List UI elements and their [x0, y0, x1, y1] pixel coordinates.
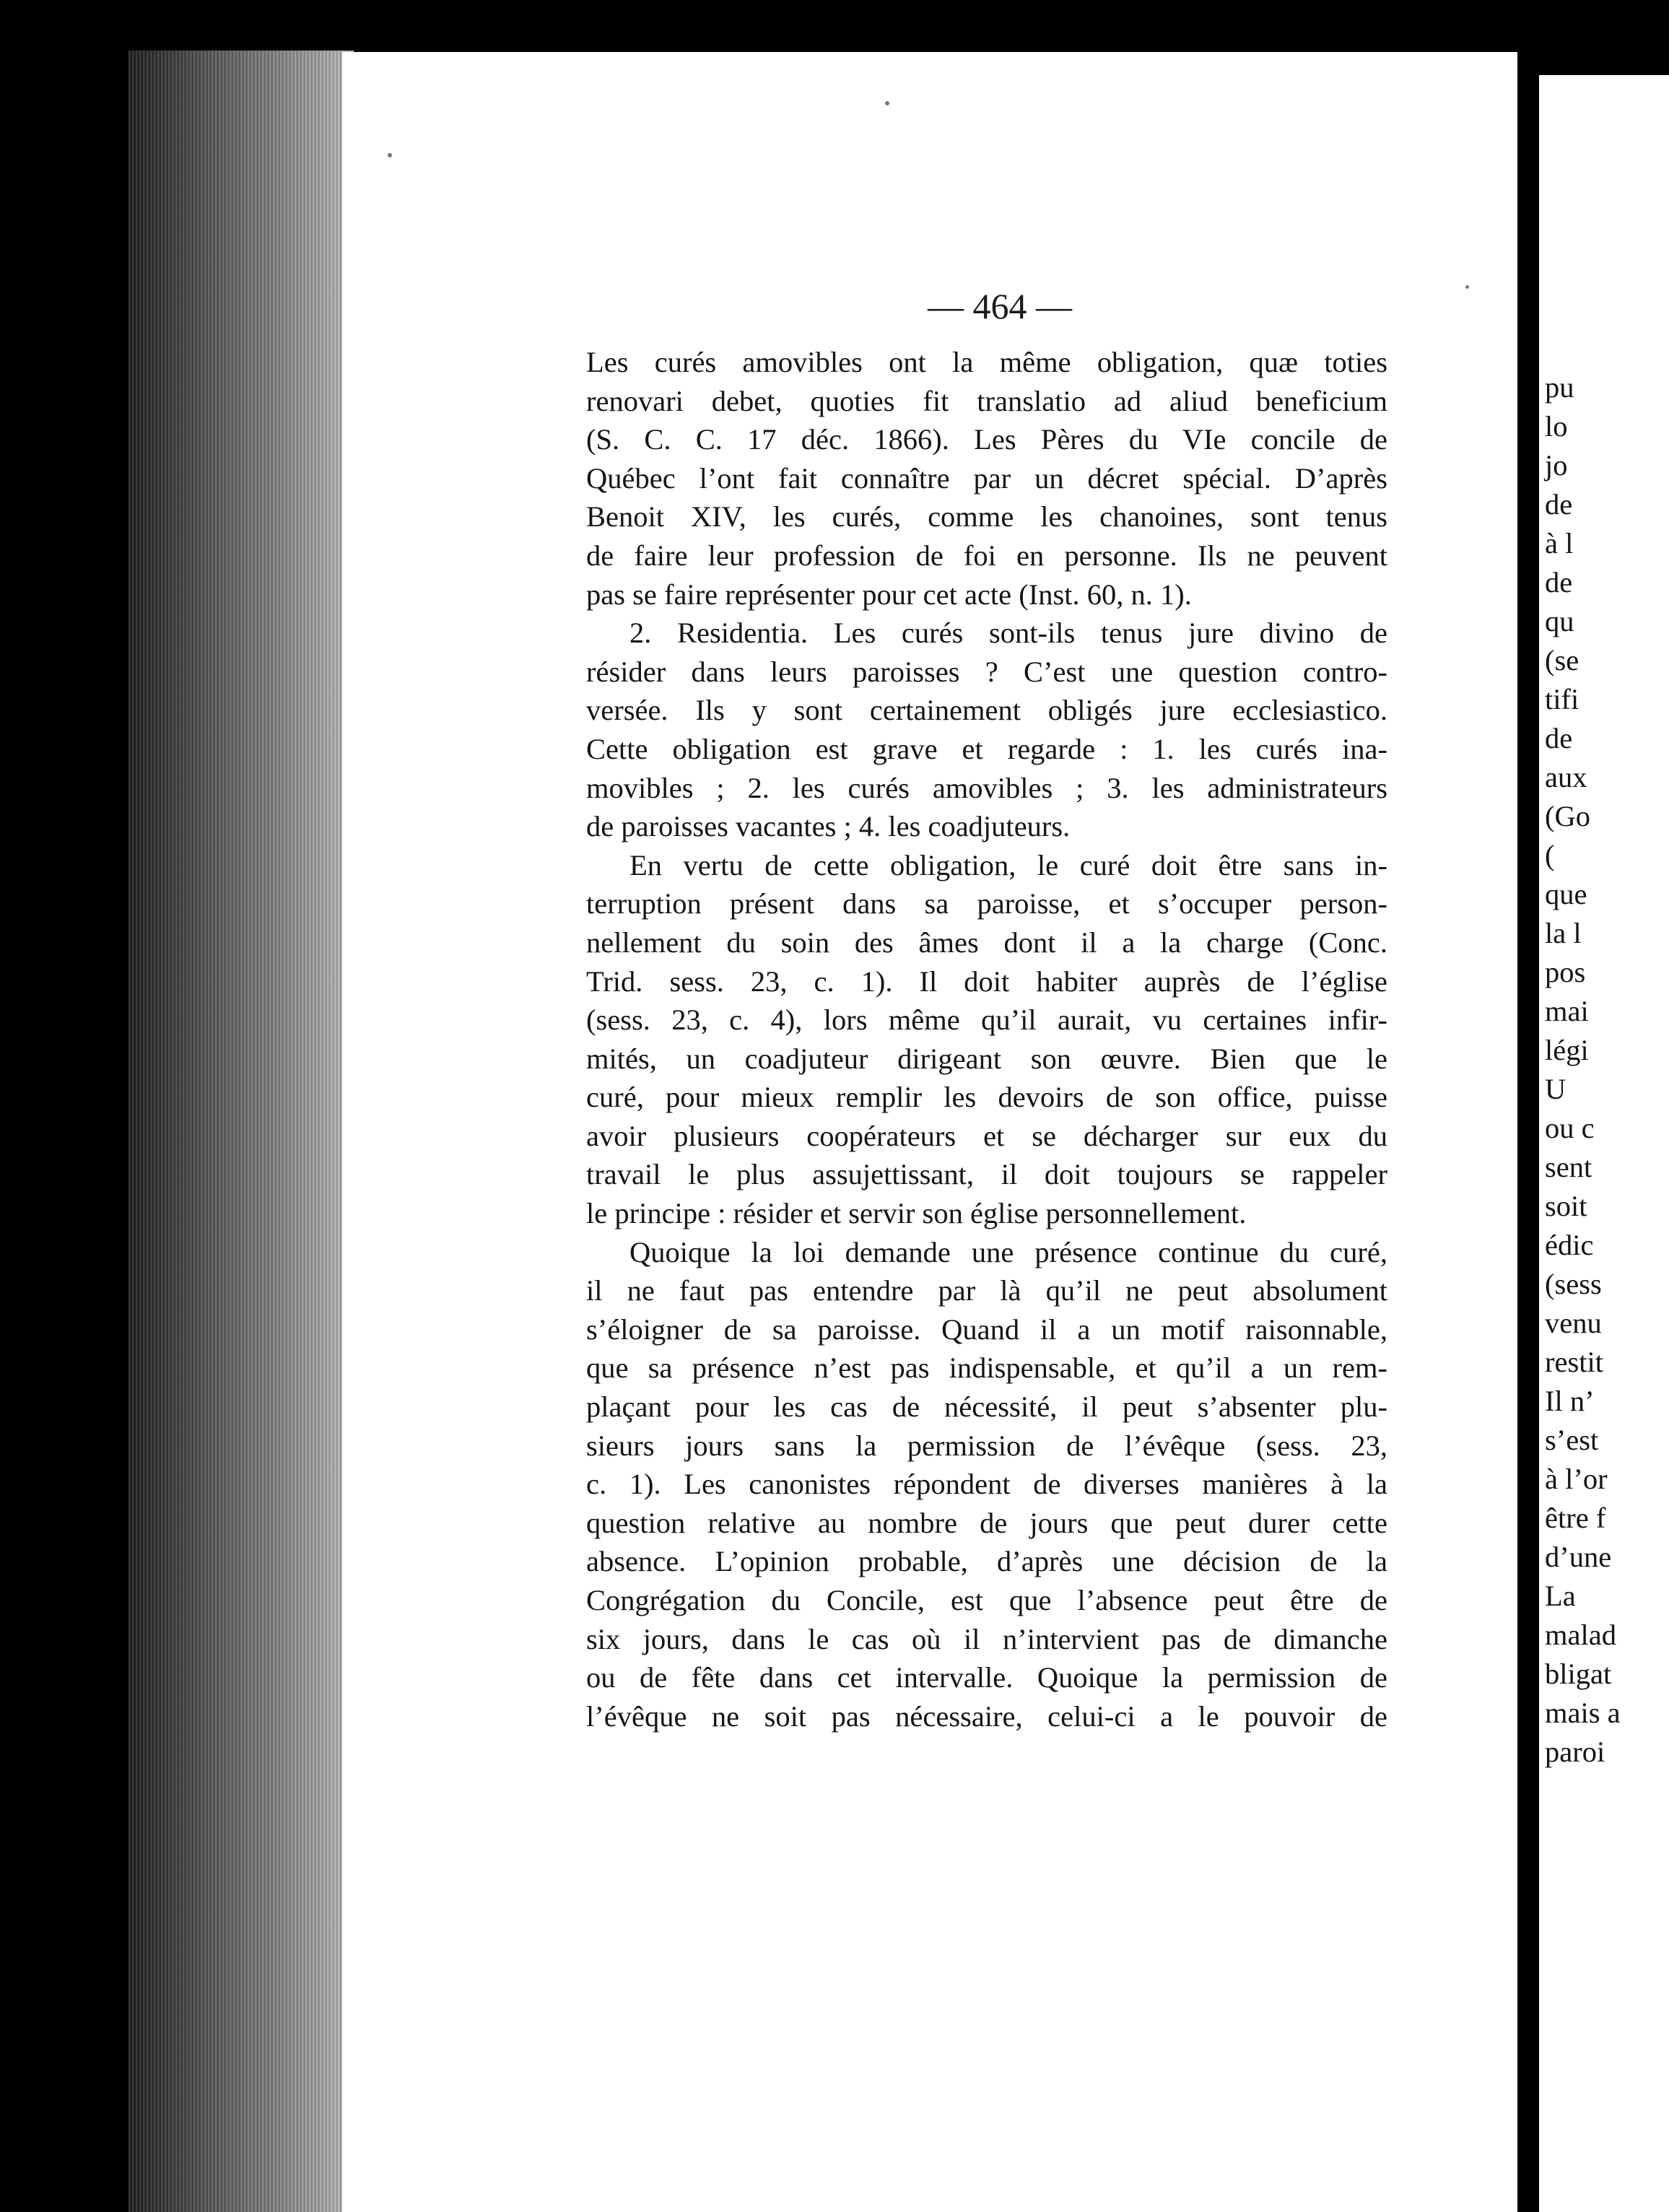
fragment-line: Il n’: [1545, 1385, 1595, 1417]
text-line: movibles ; 2. les curés amovibles ; 3. les administrateurs: [586, 771, 1387, 804]
fragment-line: qu: [1545, 605, 1574, 637]
dust-speck: [1465, 285, 1469, 289]
fragment-line: légi: [1545, 1034, 1589, 1066]
text-line: avoir plusieurs coopérateurs et se décharger sur eux du: [586, 1119, 1387, 1152]
fragment-line: bligat: [1545, 1658, 1612, 1690]
fragment-line: de: [1545, 488, 1573, 521]
fragment-line: U: [1545, 1073, 1566, 1105]
fragment-line: (Go: [1545, 800, 1590, 832]
fragment-line: ou c: [1545, 1112, 1595, 1144]
text-line: question relative au nombre de jours que peut durer cette: [586, 1506, 1387, 1539]
text-line: l’évêque ne soit pas nécessaire, celui-ci a le pouvoir de: [586, 1699, 1387, 1733]
fragment-line: à l’or: [1545, 1463, 1608, 1495]
text-line: mités, un coadjuteur dirigeant son œuvre. Bien que le: [586, 1042, 1387, 1075]
dust-speck: [885, 101, 889, 105]
text-line: six jours, dans le cas où il n’intervient pas de dimanche: [586, 1622, 1387, 1655]
text-line: Cette obligation est grave et regarde : 1. les curés ina-: [586, 732, 1387, 765]
text-line: travail le plus assujettissant, il doit toujours se rappeler: [586, 1158, 1387, 1191]
text-line: il ne faut pas entendre par là qu’il ne peut absolument: [586, 1274, 1387, 1307]
book-spine-edge: [128, 51, 354, 2212]
text-line: Congrégation du Concile, est que l’absence peut être de: [586, 1584, 1387, 1616]
text-line: s’éloigner de sa paroisse. Quand il a un motif raisonnable,: [586, 1312, 1387, 1346]
text-line: sieurs jours sans la permission de l’évêque (sess. 23,: [586, 1429, 1387, 1462]
fragment-line: tifi: [1545, 683, 1579, 715]
fragment-line: de: [1545, 722, 1573, 754]
text-line: pas se faire représenter pour cet acte (Inst. 60, n. 1).: [586, 578, 1192, 611]
fragment-line: édic: [1545, 1229, 1594, 1261]
fragment-line: être f: [1545, 1502, 1606, 1534]
text-line: Benoit XIV, les curés, comme les chanoines, sont tenus: [586, 500, 1387, 534]
right-page-text-fragments: [1545, 368, 1621, 1772]
text-line: En vertu de cette obligation, le curé doit être sans in-: [629, 848, 1387, 881]
fragment-line: malad: [1545, 1619, 1616, 1651]
body-text: [586, 343, 1387, 1736]
text-line: résider dans leurs paroisses ? C’est une question contro-: [586, 655, 1387, 688]
fragment-line: venu: [1545, 1307, 1602, 1339]
fragment-line: soit: [1545, 1190, 1587, 1222]
text-line: terruption présent dans sa paroisse, et s’occuper person-: [586, 887, 1387, 920]
fragment-line: sent: [1545, 1151, 1592, 1183]
text-line: (sess. 23, c. 4), lors même qu’il aurait, vu certaines infir-: [586, 1003, 1387, 1037]
text-line: le principe : résider et servir son église personnellement.: [586, 1197, 1247, 1230]
fragment-line: La: [1545, 1580, 1576, 1612]
text-line: absence. L’opinion probable, d’après une décision de la: [586, 1545, 1387, 1578]
text-line: ou de fête dans cet intervalle. Quoique la permission de: [586, 1661, 1387, 1694]
fragment-line: de: [1545, 566, 1573, 598]
fragment-line: (se: [1545, 644, 1579, 676]
fragment-line: à l: [1545, 527, 1574, 559]
fragment-line: (sess: [1545, 1268, 1602, 1300]
fragment-line: mais a: [1545, 1697, 1621, 1729]
fragment-line: jo: [1545, 449, 1568, 482]
fragment-line: paroi: [1545, 1736, 1605, 1768]
text-line: Les curés amovibles ont la même obligation, quæ toties: [586, 346, 1387, 378]
text-line: c. 1). Les canonistes répondent de diverses manières à la: [586, 1468, 1387, 1501]
text-line: nellement du soin des âmes dont il a la charge (Conc.: [586, 926, 1387, 959]
fragment-line: lo: [1545, 410, 1568, 443]
text-line: (S. C. C. 17 déc. 1866). Les Pères du VIe concile de: [586, 423, 1387, 456]
text-line: Quoique la loi demande une présence continue du curé,: [629, 1235, 1387, 1268]
page-number: — 464 —: [928, 286, 1072, 326]
fragment-line: restit: [1545, 1346, 1603, 1378]
text-line: plaçant pour les cas de nécessité, il peut s’absenter plu-: [586, 1390, 1387, 1424]
text-line: que sa présence n’est pas indispensable, et qu’il a un rem-: [586, 1351, 1387, 1385]
text-line: Trid. sess. 23, c. 1). Il doit habiter auprès de l’église: [586, 965, 1387, 998]
fragment-line: mai: [1545, 995, 1589, 1027]
text-line: versée. Ils y sont certainement obligés jure ecclesiastico.: [586, 694, 1387, 727]
fragment-line: d’une: [1545, 1541, 1612, 1573]
text-line: de faire leur profession de foi en personne. Ils ne peuvent: [586, 539, 1387, 572]
text-line: de paroisses vacantes ; 4. les coadjuteurs.: [586, 810, 1071, 843]
text-line: Québec l’ont fait connaître par un décret spécial. D’après: [586, 461, 1387, 495]
fragment-line: (: [1545, 839, 1555, 871]
dust-speck: [388, 153, 392, 157]
text-line: renovari debet, quoties fit translatio ad aliud beneficium: [586, 384, 1387, 417]
fragment-line: que: [1545, 878, 1587, 910]
fragment-line: s’est: [1545, 1424, 1599, 1456]
fragment-line: pos: [1545, 956, 1586, 988]
text-line: 2. Residentia. Les curés sont-ils tenus jure divino de: [629, 617, 1387, 650]
text-line: curé, pour mieux remplir les devoirs de son office, puisse: [586, 1081, 1387, 1114]
fragment-line: aux: [1545, 761, 1587, 793]
fragment-line: pu: [1545, 371, 1574, 404]
fragment-line: la l: [1545, 917, 1582, 949]
